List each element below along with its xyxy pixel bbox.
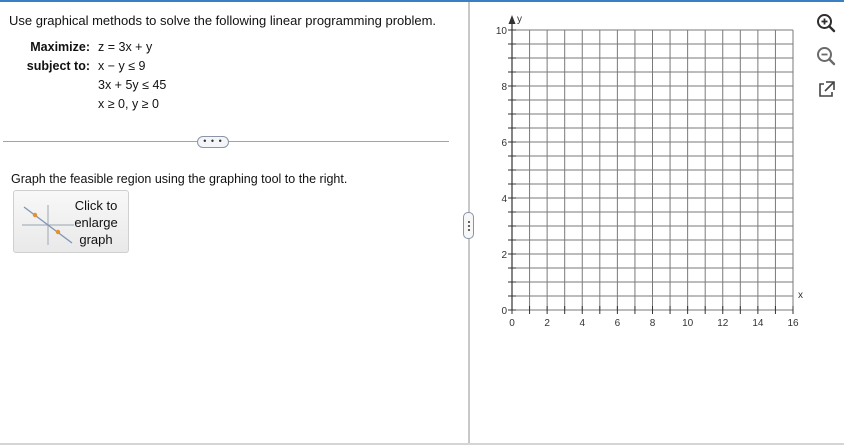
- subject-to-label: subject to:: [26, 59, 90, 73]
- x-tick-label: 2: [544, 318, 550, 329]
- x-tick-label: 0: [509, 318, 515, 329]
- enlarge-button-label: Click to enlarge graph: [74, 198, 118, 247]
- question-pane: [0, 2, 468, 443]
- y-axis-label: y: [517, 14, 522, 25]
- graph-instruction: Graph the feasible region using the graphing tool to the right.: [11, 172, 348, 186]
- x-tick-label: 10: [682, 318, 694, 329]
- zoom-in-icon[interactable]: [815, 12, 837, 34]
- y-tick-label: 0: [501, 306, 507, 317]
- maximize-label: Maximize:: [30, 40, 90, 54]
- y-tick-label: 6: [501, 138, 507, 149]
- graphing-area[interactable]: [470, 2, 810, 337]
- constraint-1: x − y ≤ 9: [98, 59, 146, 73]
- tick-marks: [508, 30, 793, 314]
- x-tick-label: 12: [717, 318, 729, 329]
- enlarge-graph-button[interactable]: [13, 190, 129, 253]
- x-tick-label: 14: [752, 318, 764, 329]
- x-tick-label: 6: [614, 318, 621, 329]
- question-text: Use graphical methods to solve the following linear programming problem.: [9, 13, 437, 28]
- y-axis-arrow: [509, 15, 516, 24]
- y-tick-label: 10: [495, 26, 507, 37]
- y-tick-labels: [496, 26, 508, 317]
- x-tick-label: 4: [579, 318, 586, 329]
- external-link-icon[interactable]: [815, 79, 837, 101]
- x-axis-label: x: [798, 290, 803, 301]
- constraint-2: 3x + 5y ≤ 45: [98, 78, 167, 92]
- y-tick-label: 8: [501, 82, 507, 93]
- x-tick-labels: [509, 318, 799, 329]
- grid-lines: [512, 30, 793, 310]
- constraint-3: x ≥ 0, y ≥ 0: [98, 97, 159, 111]
- y-tick-label: 4: [501, 194, 507, 205]
- objective-expression: z = 3x + y: [98, 40, 153, 54]
- zoom-out-icon[interactable]: [815, 45, 837, 67]
- y-tick-label: 2: [501, 250, 507, 261]
- graph-thumbnail-icon: [20, 203, 76, 247]
- more-button[interactable]: • • •: [197, 136, 229, 148]
- x-tick-label: 8: [649, 318, 656, 329]
- x-tick-label: 16: [787, 318, 799, 329]
